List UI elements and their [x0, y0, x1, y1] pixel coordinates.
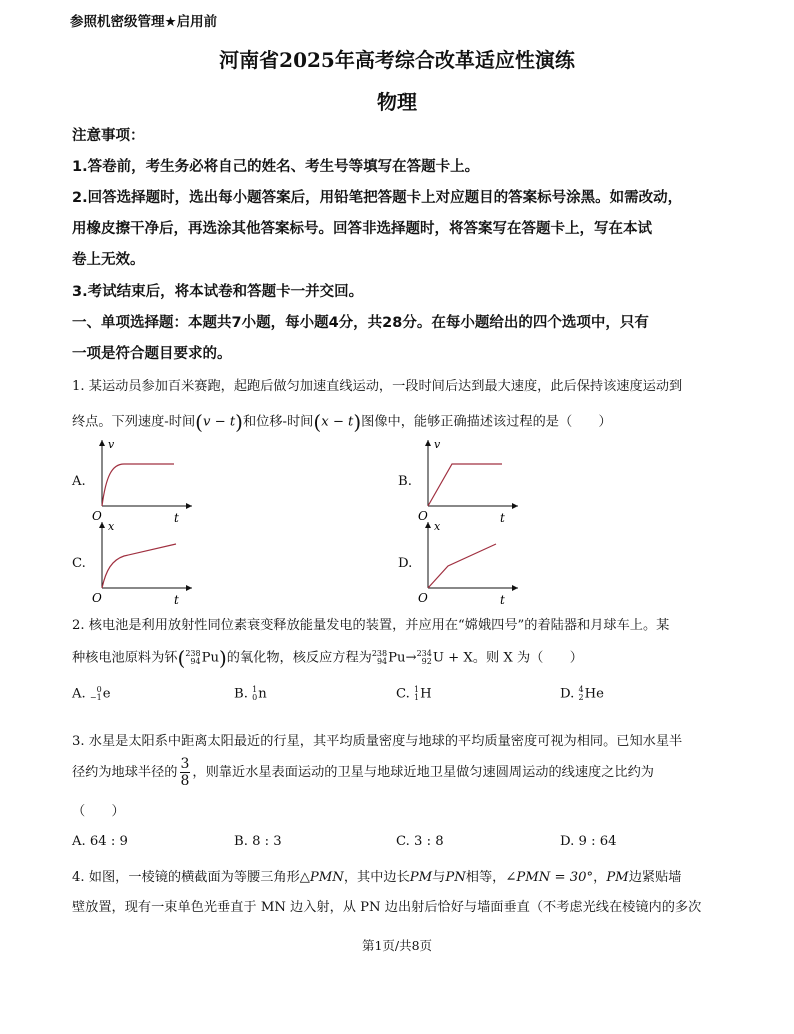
- notice-line-1: 1.答卷前，考生务必将自己的姓名、考生号等填写在答题卡上。: [72, 159, 480, 175]
- page-footer: 第1页/共8页: [361, 938, 433, 953]
- q2-option-b[interactable]: B. 1 0n: [234, 685, 267, 702]
- q2-option-d[interactable]: D. 4 2He: [560, 685, 604, 702]
- notice-line-3: 3.考试结束后，将本试卷和答题卡一并交回。: [72, 284, 364, 300]
- origin-label: O: [92, 591, 102, 605]
- section1-line-1: 一、单项选择题：本题共7小题，每小题4分，共28分。在每小题给出的四个选项中，只有: [72, 315, 649, 331]
- q1-option-b-label: B.: [398, 474, 412, 489]
- confidential-label: 参照机密级管理★启用前: [70, 14, 218, 30]
- q1-option-c-label: C.: [72, 556, 86, 571]
- axis-label-v: v: [108, 438, 115, 451]
- q2-line-2: 种核电池原料为钚(238 94Pu)的氧化物，核反应方程为238 94Pu→234 92U + X。则 X 为（ ）: [72, 646, 583, 670]
- subject-title: 物理: [377, 90, 417, 114]
- q3-option-a[interactable]: A. 64 : 9: [72, 834, 128, 849]
- q1-option-d-label: D.: [398, 556, 413, 571]
- axis-label-t: t: [500, 593, 505, 607]
- q1-line-2: 终点。下列速度-时间(v − t)和位移-时间(x − t)图像中，能够正确描述该过程的是（ ）: [72, 410, 612, 434]
- q4-line-1: 4. 如图，一棱镜的横截面为等腰三角形△PMN，其中边长PM与PN相等，∠PMN = 30°，PM边紧贴墙: [72, 870, 682, 885]
- notice-line-2b: 用橡皮擦干净后，再选涂其他答案标号。回答非选择题时，将答案写在答题卡上，写在本试: [72, 221, 652, 237]
- axis-label-t: t: [174, 511, 179, 525]
- q4-line-2: 壁放置，现有一束单色光垂直于 MN 边入射，从 PN 边出射后恰好与墙面垂直（不考虑光线在棱镜内的多次: [72, 900, 702, 915]
- origin-label: O: [418, 591, 428, 605]
- axis-label-t: t: [500, 511, 505, 525]
- q3-option-b[interactable]: B. 8 : 3: [234, 834, 282, 849]
- q1-graph-c: [88, 518, 198, 608]
- origin-label: O: [92, 509, 102, 523]
- axis-label-v: v: [434, 438, 441, 451]
- q1-graph-b: [414, 436, 524, 526]
- q3-line-3: （ ）: [72, 804, 125, 819]
- q2-option-a[interactable]: A. 0 −1e: [72, 685, 111, 702]
- axis-label-t: t: [174, 593, 179, 607]
- axis-label-x: x: [434, 520, 441, 533]
- q1-graph-d: [414, 518, 524, 608]
- notice-line-2c: 卷上无效。: [72, 252, 145, 268]
- q2-line-1: 2. 核电池是利用放射性同位素衰变释放能量发电的装置，并应用在“嫦娥四号”的着陆器和月球车上。某: [72, 618, 670, 633]
- q1-graph-a: [88, 436, 198, 526]
- fraction-3-8: $\frac{3}{8}$: [180, 756, 190, 789]
- q3-option-c[interactable]: C. 3 : 8: [396, 834, 444, 849]
- origin-label: O: [418, 509, 428, 523]
- exam-title: 河南省2025年高考综合改革适应性演练: [219, 48, 575, 72]
- q1-line-1: 1. 某运动员参加百米赛跑，起跑后做匀加速直线运动，一段时间后达到最大速度，此后保持该速度运动到: [72, 379, 683, 394]
- q1-option-a-label: A.: [72, 474, 86, 489]
- q3-line-2: 径约为地球半径的 $\frac{3}{8}$ ，则靠近水星表面运动的卫星与地球近地卫星做匀速圆周运动的线速度之比约为: [72, 756, 654, 789]
- notice-heading: 注意事项：: [72, 128, 145, 144]
- notice-line-2a: 2.回答选择题时，选出每小题答案后，用铅笔把答题卡上对应题目的答案标号涂黑。如需改动，: [72, 190, 683, 206]
- axis-label-x: x: [108, 520, 115, 533]
- q3-line-1: 3. 水星是太阳系中距离太阳最近的行星，其平均质量密度与地球的平均质量密度可视为相同。已知水星半: [72, 734, 683, 749]
- q2-option-c[interactable]: C. 1 1H: [396, 685, 432, 702]
- section1-line-2: 一项是符合题目要求的。: [72, 346, 232, 362]
- q3-option-d[interactable]: D. 9 : 64: [560, 834, 617, 849]
